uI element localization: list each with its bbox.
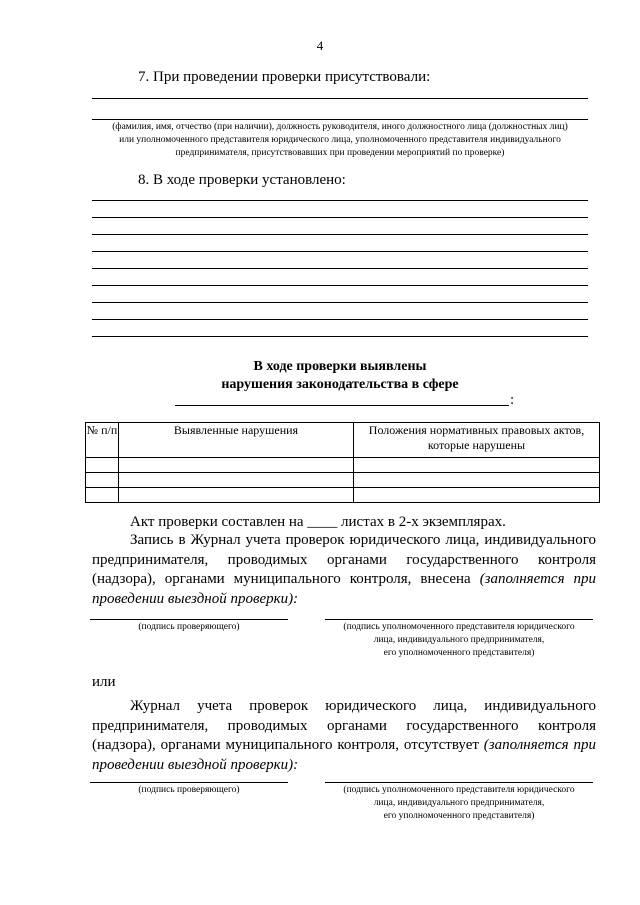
inspector-signature-caption-2: (подпись проверяющего) [138, 785, 240, 795]
representative-signature-line-2[interactable] [325, 782, 593, 783]
col-header-norms: Положения нормативных правовых актов, которые нарушены [354, 423, 600, 458]
representative-signature-line[interactable] [325, 619, 593, 620]
violations-table [85, 422, 600, 503]
table-cell[interactable] [119, 458, 354, 473]
journal-absent-paragraph: Журнал учета проверок юридического лица, индивидуального предпринимателя, проводимых органами государственного контроля (надзора), органами муниципального контроля, отсутствует (заполняется при проведении выездной проверки): [92, 698, 596, 773]
attendees-line[interactable] [92, 98, 588, 99]
table-cell[interactable] [119, 473, 354, 488]
section-8-heading: 8. В ходе проверки установлено: [138, 172, 346, 188]
col-header-number: № п/п [86, 423, 119, 458]
table-cell[interactable] [354, 458, 600, 473]
table-cell[interactable] [354, 473, 600, 488]
findings-line[interactable] [92, 319, 588, 320]
findings-line[interactable] [92, 251, 588, 252]
section-7-heading: 7. При проведении проверки присутствовали: [138, 69, 431, 85]
col-header-found: Выявленные нарушения [119, 423, 354, 458]
violations-title: В ходе проверки выявлены нарушения законодательства в сфере [221, 359, 459, 392]
or-word: или [92, 674, 116, 690]
table-row [86, 473, 600, 488]
attendees-caption: (фамилия, имя, отчество (при наличии), должность руководителя, иного должностного лица (должностных лиц) или уполномоченного представителя юридического лица, уполномоченного представителя индивидуального предпринимателя, присутствовавших при проведении мероприятий по проверке) [112, 122, 568, 158]
findings-line[interactable] [92, 217, 588, 218]
attendees-line[interactable] [92, 119, 588, 120]
findings-line[interactable] [92, 336, 588, 337]
representative-signature-caption: (подпись уполномоченного представителя юридического лица, индивидуального предпринимателя, его уполномоченного представителя) [343, 622, 575, 658]
sphere-input-line[interactable] [175, 405, 509, 406]
representative-signature-caption-2: (подпись уполномоченного представителя юридического лица, индивидуального предпринимателя, его уполномоченного представителя) [343, 785, 575, 821]
table-cell[interactable] [86, 458, 119, 473]
page-number: 4 [316, 38, 324, 53]
findings-line[interactable] [92, 302, 588, 303]
inspector-signature-caption: (подпись проверяющего) [138, 622, 240, 632]
table-row [86, 458, 600, 473]
table-cell[interactable] [86, 473, 119, 488]
journal-entry-paragraph: Запись в Журнал учета проверок юридического лица, индивидуального предпринимателя, проводимых органами государственного контроля (надзора), органами муниципального контроля, внесена (заполняется при проведении выездной проверки): [92, 532, 597, 607]
findings-line[interactable] [92, 234, 588, 235]
act-sheets-statement: Акт проверки составлен на ____ листах в 2-х экземплярах. [130, 514, 506, 530]
table-cell[interactable] [354, 488, 600, 503]
sphere-colon: : [510, 392, 515, 408]
table-row [86, 488, 600, 503]
table-cell[interactable] [119, 488, 354, 503]
findings-line[interactable] [92, 268, 588, 269]
inspector-signature-line[interactable] [90, 619, 288, 620]
findings-line[interactable] [92, 200, 588, 201]
table-header-row [86, 423, 600, 458]
table-cell[interactable] [86, 488, 119, 503]
inspector-signature-line-2[interactable] [90, 782, 288, 783]
findings-line[interactable] [92, 285, 588, 286]
